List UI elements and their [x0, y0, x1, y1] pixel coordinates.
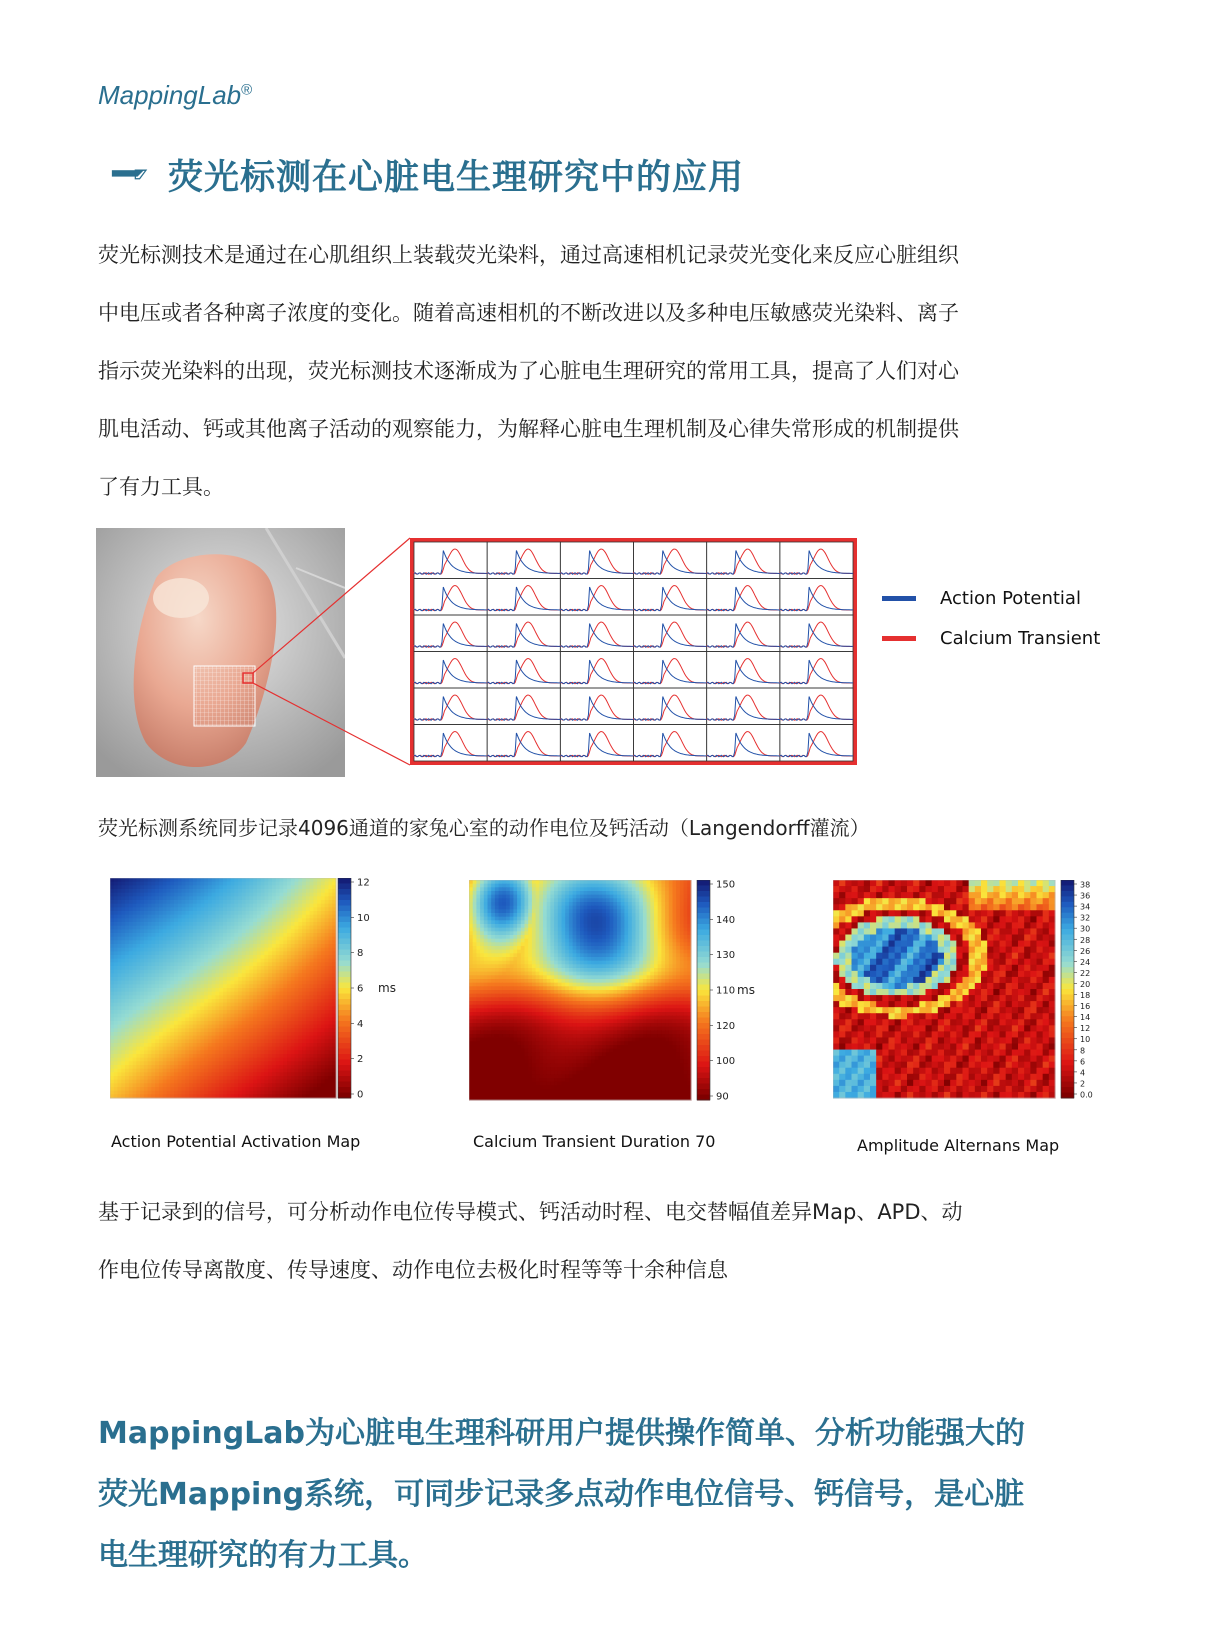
colorbar-tick-label: 38 — [1080, 880, 1091, 890]
legend-label: Calcium Transient — [940, 627, 1101, 649]
colorbar-tick-label: 4 — [1080, 1068, 1086, 1078]
colorbar — [697, 880, 755, 1103]
colorbar-tick-label: 140 — [716, 914, 736, 926]
colorbar-tick-label: 22 — [1080, 968, 1091, 978]
intro-line: 荧光标测技术是通过在心肌组织上装载荧光染料，通过高速相机记录荧光变化来反应心脏组织 — [98, 243, 959, 267]
alternans-map — [833, 880, 1103, 1115]
conclusion-line: 电生理研究的有力工具。 — [98, 1538, 428, 1573]
trace-figure — [96, 528, 1196, 778]
colorbar-tick-label: 30 — [1080, 924, 1091, 934]
colorbar-tick-label: 28 — [1080, 935, 1091, 945]
intro-line: 了有力工具。 — [98, 475, 224, 499]
colorbar-tick-label: 12 — [1080, 1024, 1091, 1034]
colorbar-tick-label: 24 — [1080, 957, 1091, 967]
colorbar-tick-label: 8 — [1080, 1046, 1086, 1056]
conclusion-text — [98, 1403, 1118, 1586]
page-title: 荧光标测在心脏电生理研究中的应用 — [168, 158, 745, 198]
colorbar-tick-label: 34 — [1080, 902, 1091, 912]
colorbar-tick-label: 36 — [1080, 891, 1091, 901]
colorbar-tick-label: 120 — [716, 1020, 736, 1032]
colorbar-tick-label: 16 — [1080, 1002, 1091, 1012]
legend-item-action-potential — [882, 578, 1100, 618]
heatmap-row — [0, 870, 1207, 1170]
colorbar-unit-label: ms — [378, 981, 396, 995]
colorbar-tick-label: 150 — [716, 880, 736, 891]
colorbar-tick-label: 110 — [716, 985, 736, 997]
legend-label: Action Potential — [940, 587, 1081, 609]
conclusion-line: 荧光Mapping系统，可同步记录多点动作电位信号、钙信号，是心脏 — [98, 1477, 1025, 1512]
colorbar-tick-label: 130 — [716, 950, 736, 962]
intro-paragraph — [98, 226, 1108, 516]
heatmap-cells — [469, 880, 692, 1101]
trace-legend — [882, 578, 1100, 658]
colorbar-tick-label: 14 — [1080, 1013, 1091, 1023]
calcium-duration-map — [469, 880, 769, 1110]
colorbar-tick-label: 26 — [1080, 946, 1091, 956]
colorbar-tick-label: 2 — [1080, 1079, 1086, 1089]
legend-swatch — [882, 636, 916, 641]
brand-name: MappingLab — [98, 80, 242, 110]
figure-caption: 荧光标测系统同步记录4096通道的家兔心室的动作电位及钙活动（Langendorff灌流） — [98, 816, 870, 840]
zoom-lines — [96, 528, 416, 777]
colorbar-tick-label: 6 — [357, 983, 364, 995]
heatmap-caption: Calcium Transient Duration 70 — [473, 1132, 716, 1151]
colorbar-unit-label: ms — [737, 983, 755, 997]
colorbar-tick-label: 4 — [357, 1018, 364, 1030]
colorbar-tick-label: 90 — [716, 1091, 729, 1103]
colorbar-tick-label: 0 — [357, 1089, 364, 1101]
analysis-paragraph — [98, 1183, 1108, 1299]
legend-swatch — [882, 596, 916, 601]
colorbar-tick-label: 12 — [357, 878, 370, 889]
activation-map — [110, 878, 410, 1108]
brand-logo — [98, 80, 252, 111]
colorbar-tick-label: 100 — [716, 1056, 736, 1068]
conclusion-line: MappingLab为心脏电生理科研用户提供操作简单、分析功能强大的 — [98, 1416, 1025, 1451]
intro-line: 中电压或者各种离子浓度的变化。随着高速相机的不断改进以及多种电压敏感荧光染料、离子 — [98, 301, 959, 325]
colorbar — [338, 878, 396, 1101]
colorbar — [1061, 880, 1093, 1100]
section-heading — [96, 150, 744, 200]
colorbar-tick-label: 32 — [1080, 913, 1091, 923]
heatmap-caption: Amplitude Alternans Map — [857, 1136, 1060, 1155]
intro-line: 肌电活动、钙或其他离子活动的观察能力，为解释心脏电生理机制及心律失常形成的机制提供 — [98, 417, 959, 441]
colorbar-tick-label: 20 — [1080, 979, 1091, 989]
heatmap-cells — [110, 878, 337, 1099]
heading-arrow-icon — [96, 167, 164, 183]
colorbar-tick-label: 18 — [1080, 991, 1091, 1001]
colorbar-tick-label: 10 — [357, 912, 370, 924]
colorbar-tick-label: 2 — [357, 1054, 364, 1066]
analysis-line: 作电位传导离散度、传导速度、动作电位去极化时程等等十余种信息 — [98, 1258, 728, 1282]
analysis-line: 基于记录到的信号，可分析动作电位传导模式、钙活动时程、电交替幅值差异Map、APD、动 — [98, 1200, 963, 1224]
intro-line: 指示荧光染料的出现，荧光标测技术逐渐成为了心脏电生理研究的常用工具，提高了人们对心 — [98, 359, 959, 383]
heatmap-cells — [833, 880, 1056, 1099]
colorbar-tick-label: 8 — [357, 948, 364, 960]
heatmap-caption: Action Potential Activation Map — [111, 1132, 361, 1151]
colorbar-tick-label: 10 — [1080, 1035, 1091, 1045]
colorbar-tick-label: 0.0 — [1080, 1090, 1093, 1100]
registered-mark: ® — [241, 81, 253, 99]
trace-grid — [410, 538, 857, 765]
colorbar-tick-label: 6 — [1080, 1057, 1086, 1067]
legend-item-calcium-transient — [882, 618, 1100, 658]
